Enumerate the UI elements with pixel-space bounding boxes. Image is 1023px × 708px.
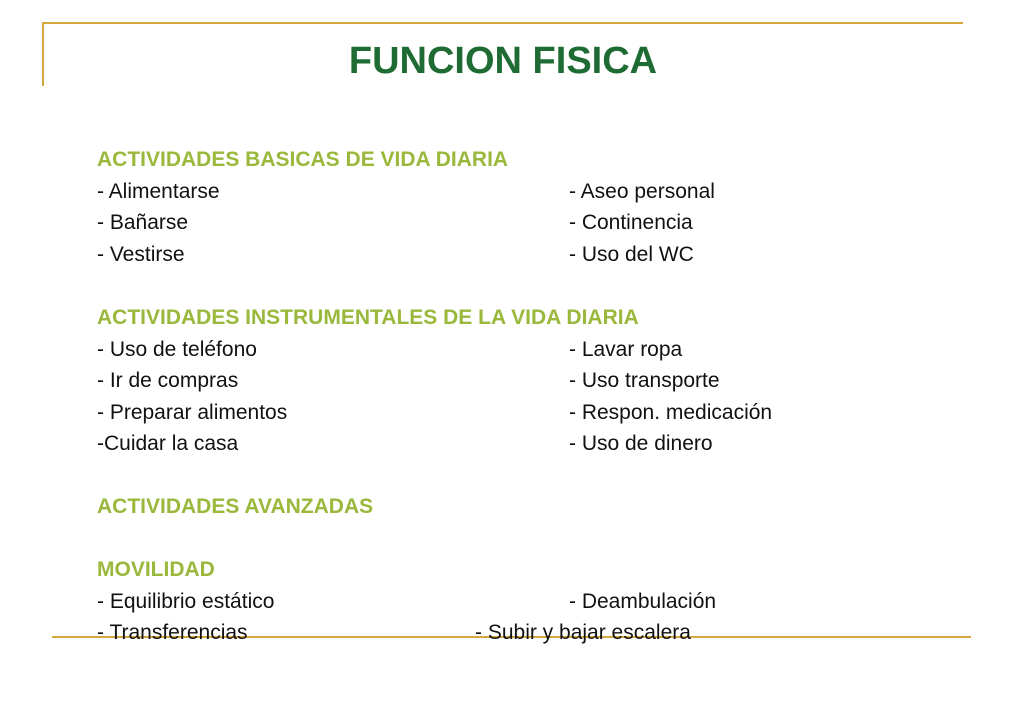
list-item: - Preparar alimentos (97, 401, 288, 424)
list-item: - Aseo personal (569, 180, 715, 203)
list-item: - Respon. medicación (569, 401, 773, 424)
list-item: - Subir y bajar escalera (475, 621, 691, 644)
slide-title: FUNCION FISICA (348, 40, 658, 82)
list-item: -Cuidar la casa (97, 432, 239, 455)
list-item: - Uso de teléfono (97, 338, 257, 361)
heading-basicas: ACTIVIDADES BASICAS DE VIDA DIARIA (97, 148, 509, 171)
list-item: - Continencia (569, 211, 693, 234)
list-item: - Uso de dinero (569, 432, 713, 455)
heading-avanzadas: ACTIVIDADES AVANZADAS (97, 495, 374, 518)
list-item: - Transferencias (97, 621, 248, 644)
list-item: - Equilibrio estático (97, 590, 275, 613)
list-item: - Uso del WC (569, 243, 694, 266)
list-item: - Deambulación (569, 590, 717, 613)
heading-instrumentales: ACTIVIDADES INSTRUMENTALES DE LA VIDA DIARIA (97, 306, 639, 329)
list-item: - Uso transporte (569, 369, 720, 392)
list-item: - Bañarse (97, 211, 189, 234)
heading-movilidad: MOVILIDAD (97, 558, 215, 581)
list-item: - Ir de compras (97, 369, 239, 392)
top-rule (42, 22, 963, 24)
list-item: - Vestirse (97, 243, 185, 266)
list-item: - Alimentarse (97, 180, 220, 203)
list-item: - Lavar ropa (569, 338, 683, 361)
